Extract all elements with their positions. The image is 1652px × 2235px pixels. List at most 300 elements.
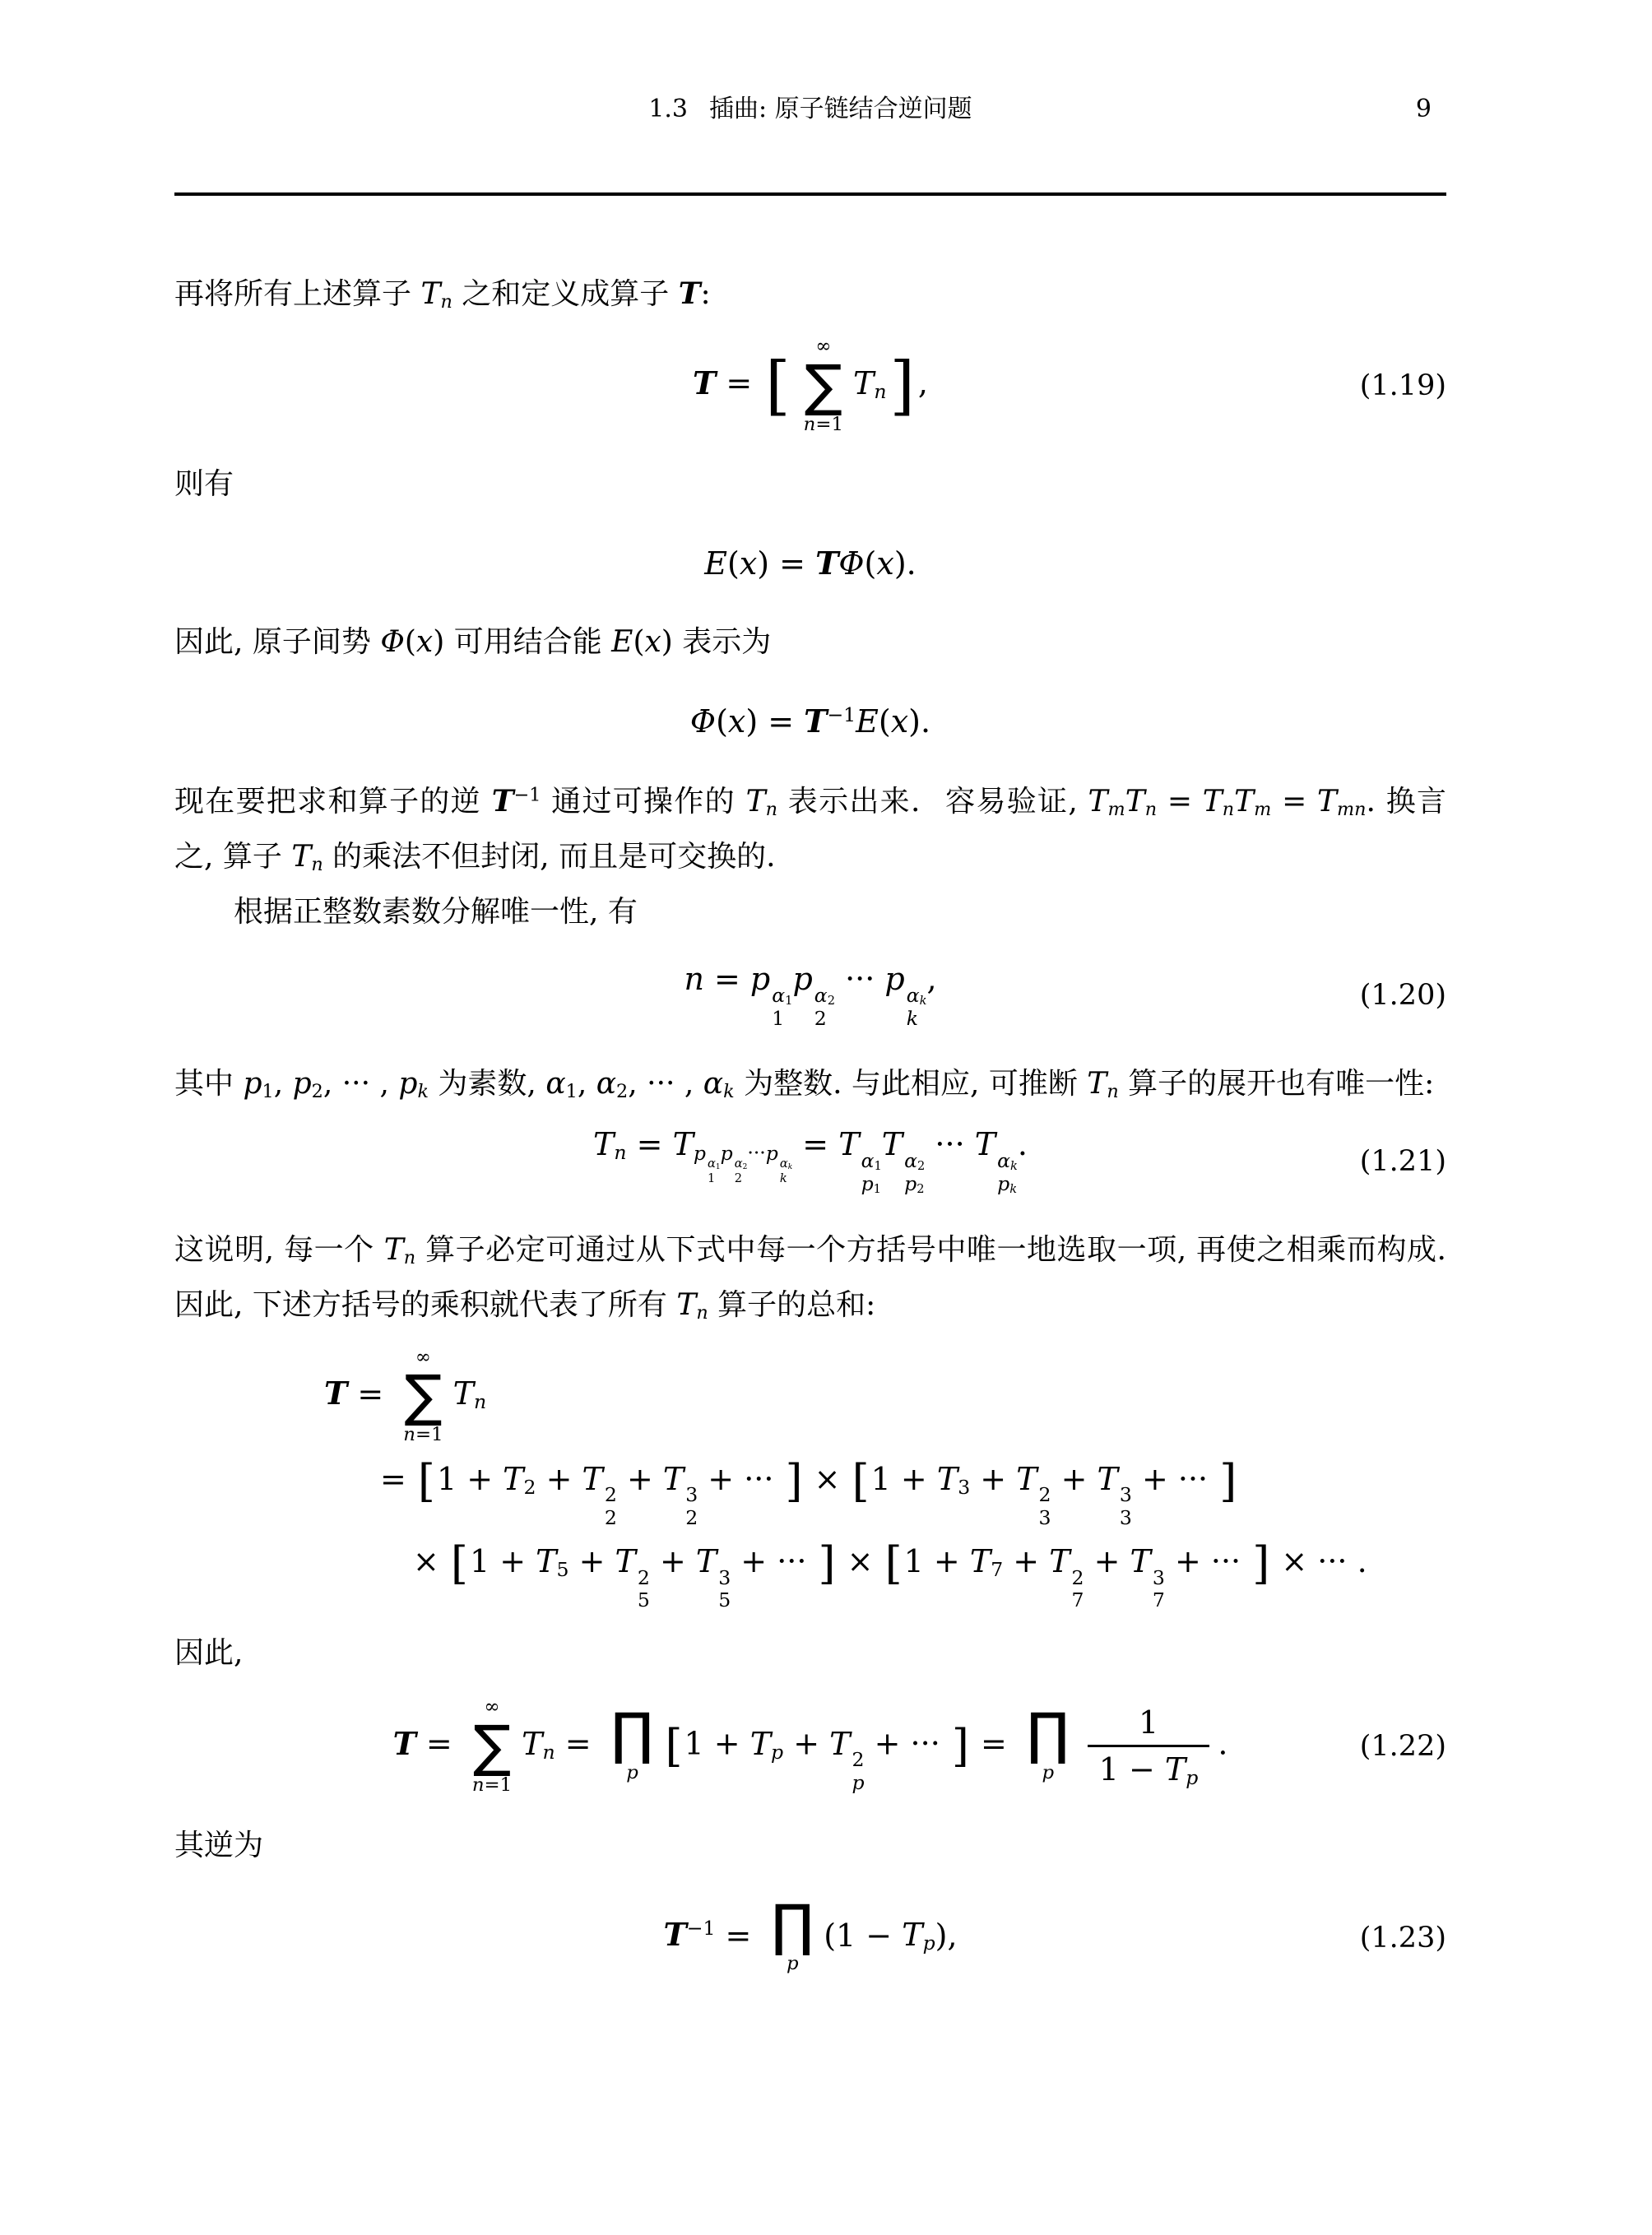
script-text: 2 [311, 1081, 323, 1103]
math-text: ··· [834, 961, 885, 998]
text-run: 其中 [174, 1067, 244, 1101]
equation-body [298, 961, 1323, 1030]
subscript [312, 1081, 323, 1102]
math-var [792, 961, 835, 1030]
math-var [291, 840, 323, 874]
math-var-base: T [672, 1126, 694, 1163]
script-text: 2 [916, 1182, 925, 1197]
lower-limit [472, 1774, 512, 1798]
scripts [780, 1157, 792, 1185]
subscript [614, 1142, 626, 1165]
math-var-base: T [902, 1917, 923, 1954]
math-var [1097, 1460, 1132, 1530]
math-var [787, 1953, 799, 1974]
math-var-base: T [1097, 1460, 1118, 1497]
math-text: = [703, 961, 750, 998]
subscript [780, 1171, 787, 1185]
script-text: 5 [556, 1558, 569, 1582]
text-run: 这说明, 每一个 [174, 1232, 384, 1267]
scripts [852, 1749, 864, 1795]
math-var [814, 984, 835, 1007]
subscript [417, 1081, 429, 1102]
math-text: ∞ [815, 336, 832, 357]
running-head-text [648, 95, 972, 123]
math-var-base: T [936, 1460, 958, 1497]
lower-limit [787, 1952, 799, 1977]
script-text: 3 [1119, 1483, 1132, 1507]
math-text: =1 [484, 1774, 513, 1796]
math-text: 1 + [469, 1543, 536, 1580]
script-text: 1 [708, 1171, 716, 1185]
math-text: ). [893, 545, 916, 582]
math-var [626, 1762, 638, 1783]
big-operator [472, 1695, 512, 1797]
superscript [814, 985, 835, 1008]
eq-inverse-potential [174, 702, 1446, 740]
text-run: . 换言之, 算子 [174, 785, 1447, 874]
math-text: + [970, 1460, 1017, 1497]
script-text: n [311, 854, 323, 876]
math-text: 1 − [1098, 1751, 1165, 1788]
math-var-base: p [626, 1762, 638, 1784]
subscript [828, 994, 835, 1008]
superscript [1072, 1567, 1084, 1590]
math-text: + ··· [864, 1725, 950, 1762]
math-var [891, 703, 908, 740]
script-text: 1 [874, 1159, 882, 1174]
script-text: 3 [718, 1565, 731, 1589]
para-its-inverse [174, 1818, 1446, 1873]
math-text: , [577, 1067, 596, 1101]
math-var-base: p [997, 1171, 1010, 1195]
script-text: 2 [616, 1081, 629, 1103]
math-var-base: T [291, 840, 312, 874]
subscript [404, 1247, 415, 1268]
math-var [420, 277, 452, 311]
superscript [861, 1150, 882, 1173]
math-text: + [536, 1460, 582, 1497]
math-var [749, 961, 793, 1030]
operator-symbol: ∑ [804, 353, 842, 419]
math-var-base: E [611, 625, 633, 660]
bracket: [ [450, 1537, 468, 1590]
scripts [685, 1484, 698, 1530]
equation-body [298, 1126, 1323, 1195]
script-text: 7 [991, 1558, 1004, 1582]
script-text: 3 [685, 1483, 698, 1507]
math-var-base: α [708, 1156, 716, 1171]
math-var-base: T [491, 784, 514, 819]
math-var [1016, 1460, 1051, 1530]
math-var [974, 1126, 1018, 1197]
math-var-base: p [787, 1953, 799, 1975]
scripts [638, 1567, 650, 1613]
math-var [804, 414, 816, 435]
math-var [1316, 785, 1367, 821]
text-run: 表示为 [672, 625, 772, 660]
math-var [384, 1233, 415, 1267]
subscript [696, 1302, 708, 1324]
subscript [874, 1182, 881, 1196]
text-run: 为素数, [428, 1067, 546, 1101]
math-var [856, 703, 879, 740]
math-text: + [616, 1460, 663, 1497]
math-var [884, 961, 927, 1030]
math-text: ( [727, 545, 740, 582]
math-text: , [917, 364, 928, 401]
running-head [174, 92, 1446, 127]
script-text: −1 [513, 784, 541, 806]
math-text: ) [433, 625, 445, 660]
para-potential-from-energy [174, 614, 1446, 670]
math-var-base: p [792, 961, 813, 998]
lower-limit [626, 1761, 638, 1786]
text-run: 的乘法不但封闭, 而且是可交换的. [323, 840, 776, 874]
math-var [745, 785, 778, 821]
subscript [543, 1741, 555, 1764]
subscript [1108, 799, 1125, 820]
text-run: 因此, 原子间势 [174, 625, 381, 660]
header-rule [174, 192, 1446, 196]
math-var [902, 1917, 935, 1953]
math-var-base: T [695, 1543, 717, 1580]
subscript [874, 1159, 881, 1173]
math-var-base: Φ [838, 545, 865, 582]
scripts [772, 985, 792, 1031]
math-var [593, 1126, 627, 1165]
math-var-base: n [684, 961, 704, 998]
script-text: 2 [827, 994, 835, 1009]
math-var-base: T [662, 1460, 684, 1497]
math-var [690, 703, 716, 740]
page-body [174, 267, 1446, 1977]
math-text: = [626, 1126, 673, 1163]
superscript [772, 985, 792, 1008]
math-text: ( [878, 703, 891, 740]
math-var-base: T [1016, 1460, 1037, 1497]
bracket: ] [1252, 1537, 1270, 1590]
math-var-base: x [890, 703, 909, 740]
math-text: + ··· [1164, 1543, 1251, 1580]
math-text: + ··· [1131, 1460, 1218, 1497]
math-text: , [926, 961, 937, 998]
superscript [718, 1567, 731, 1590]
subscript [1072, 1589, 1084, 1612]
eq-binding-energy [174, 545, 1446, 582]
text-run: 表示出来. 容易验证, [777, 785, 1088, 819]
math-var-base: T [663, 1916, 687, 1954]
subscript [723, 1081, 735, 1102]
script-text: k [906, 1006, 918, 1030]
math-text: =1 [815, 413, 843, 435]
math-var [293, 1067, 323, 1101]
math-var [838, 1126, 882, 1197]
script-text: p [1186, 1766, 1199, 1790]
scripts [861, 1150, 882, 1196]
math-var [1125, 785, 1158, 821]
math-var-base: Φ [380, 625, 405, 660]
math-var [1234, 785, 1272, 821]
text-run: 算子必定可通过从下式中每一个方括号中唯一地选取一项, 再使之相乘而构成. 因此, 下述方括号的乘积就代表了所有 [174, 1232, 1446, 1322]
script-text: k [723, 1081, 735, 1103]
math-var [861, 1172, 881, 1195]
superscript [638, 1567, 650, 1590]
subscript [771, 1741, 783, 1764]
eq-1-21 [174, 1126, 1446, 1195]
math-var-base: n [403, 1424, 415, 1446]
math-var [545, 1067, 578, 1101]
subscript [605, 1507, 617, 1530]
equation-body [298, 702, 1323, 740]
subscript [693, 1141, 793, 1185]
equation-number: (1.21) [1359, 1144, 1446, 1178]
equation-number: (1.20) [1359, 979, 1446, 1013]
math-text: ), [935, 1917, 958, 1954]
math-var-base: T [503, 1460, 524, 1497]
math-var [997, 1172, 1017, 1195]
superscript [904, 1150, 925, 1173]
math-text: ··· [925, 1126, 975, 1163]
math-var-base: T [852, 364, 875, 401]
math-var-base: α [596, 1067, 617, 1101]
script-text: 1 [262, 1081, 274, 1103]
subscript [638, 1589, 650, 1612]
script-text: 2 [523, 1476, 536, 1500]
scripts [997, 1150, 1018, 1196]
subscript [917, 1159, 925, 1173]
math-var [907, 984, 927, 1007]
equation-body [298, 1893, 1323, 1978]
math-var-base: T [582, 1460, 603, 1497]
math-text: = [415, 1725, 462, 1762]
eq-1-20 [174, 961, 1446, 1030]
lower-limit [403, 1423, 443, 1448]
script-text: 2 [852, 1748, 865, 1772]
bracket: ] [1219, 1455, 1237, 1508]
superscript [514, 785, 541, 806]
math-text: + [783, 1725, 830, 1762]
math-var [780, 1157, 792, 1171]
math-var [453, 1375, 487, 1412]
para-define-operator-t [174, 267, 1446, 322]
bracket: ] [818, 1537, 836, 1590]
lower-limit [804, 413, 843, 438]
math-var [936, 1460, 971, 1500]
subscript [1223, 799, 1234, 820]
math-var-base: α [779, 1156, 788, 1171]
script-text: n [473, 1390, 487, 1414]
math-var-base: α [814, 983, 828, 1007]
math-text: + [1051, 1460, 1097, 1497]
lower-limit [1042, 1761, 1055, 1786]
text-run: 算子的展开也有唯一性: [1118, 1067, 1435, 1101]
math-var-base: E [704, 545, 728, 582]
numerator [1127, 1704, 1170, 1746]
math-var [765, 1141, 793, 1185]
text-run: 现在要把求和算子的逆 [174, 785, 492, 819]
text-run: 根据正整数素数分解唯一性, 有 [234, 895, 638, 930]
scripts [907, 985, 927, 1031]
equation-number: (1.22) [1359, 1730, 1446, 1764]
para-express-inverse [174, 774, 1446, 884]
math-var-base: T [615, 1543, 636, 1580]
bracket: ] [785, 1455, 803, 1508]
superscript [997, 1150, 1018, 1173]
eq-1-23 [174, 1893, 1446, 1978]
math-text: ) [661, 625, 673, 660]
script-text: 5 [637, 1588, 650, 1612]
subscript [1153, 1589, 1165, 1612]
math-var-base: p [693, 1141, 706, 1165]
math-var-base: n [471, 1774, 485, 1796]
section-number: 1.3 [648, 95, 689, 123]
math-var [740, 545, 757, 582]
math-text: ). [908, 703, 931, 740]
big-operator [403, 1346, 443, 1448]
script-text: 2 [685, 1506, 698, 1530]
subscript [735, 1171, 742, 1185]
subscript [766, 799, 777, 820]
operator-symbol: ∏ [771, 1893, 814, 1959]
math-var-base: α [904, 1149, 918, 1173]
math-var-base: T [536, 1543, 557, 1580]
math-var [735, 1157, 748, 1171]
math-var-base: x [876, 545, 894, 582]
math-var [904, 1149, 925, 1172]
math-text: 1 + [903, 1543, 970, 1580]
subscript [685, 1507, 698, 1530]
operator-symbol: ∑ [472, 1713, 512, 1779]
math-var [750, 1726, 783, 1762]
math-var-base: p [720, 1141, 733, 1165]
script-text: n [1144, 799, 1158, 821]
script-text: 3 [1152, 1565, 1165, 1589]
script-text: 2 [917, 1159, 926, 1174]
script-text: k [779, 1171, 787, 1185]
math-var [472, 1774, 485, 1796]
math-var-base: T [678, 276, 701, 311]
para-bracket-selection [174, 1222, 1446, 1333]
math-var [676, 1288, 708, 1322]
math-var [703, 1067, 735, 1101]
math-var-base: T [1202, 785, 1223, 819]
math-var [708, 1157, 721, 1171]
math-var [324, 1375, 347, 1412]
operator-symbol: ∏ [610, 1702, 654, 1768]
math-var-base: T [1234, 785, 1255, 819]
math-text: , ··· , [323, 1067, 399, 1101]
text-run: 则有 [174, 467, 234, 502]
math-var-base: p [398, 1067, 418, 1101]
math-var [662, 1460, 698, 1530]
math-text: ) = [745, 703, 805, 740]
subscript [708, 1171, 715, 1185]
scripts [1039, 1484, 1051, 1530]
script-text: 2 [604, 1483, 617, 1507]
math-text: × ··· . [1271, 1543, 1367, 1580]
math-text: + [1084, 1543, 1130, 1580]
math-var [1042, 1762, 1055, 1783]
math-var-base: α [772, 983, 786, 1007]
math-var [398, 1067, 429, 1101]
scripts [735, 1157, 748, 1185]
text-run: 可用结合能 [444, 625, 612, 660]
script-text: 2 [742, 1162, 748, 1171]
math-text: ··· [747, 1141, 766, 1165]
math-text: =1 [415, 1424, 443, 1446]
subscript [814, 1008, 827, 1031]
math-var-base: T [1316, 785, 1337, 819]
scripts [814, 985, 835, 1031]
text-run: 之和定义成算子 [452, 277, 679, 311]
script-text: 1 [772, 1006, 785, 1030]
subscript [904, 1173, 924, 1196]
text-run: : [700, 277, 711, 311]
math-var [416, 625, 433, 659]
scripts [708, 1157, 721, 1185]
scripts [904, 1150, 925, 1196]
math-var [876, 545, 893, 582]
math-var-base: α [861, 1149, 875, 1173]
page-number: 9 [1415, 95, 1432, 123]
math-var-base: α [734, 1156, 743, 1171]
math-var-base: n [803, 413, 816, 435]
math-text: ( [716, 703, 728, 740]
equation-number: (1.19) [1359, 369, 1446, 403]
script-text: 7 [1152, 1588, 1165, 1612]
math-text: = [347, 1375, 394, 1412]
math-var-base: T [1088, 785, 1108, 819]
big-operator [610, 1702, 654, 1786]
math-var-base: T [383, 1232, 404, 1267]
math-var [815, 545, 838, 582]
math-var [1130, 1543, 1165, 1612]
math-var-base: T [1125, 785, 1145, 819]
subscript [916, 1182, 924, 1196]
superscript [735, 1157, 748, 1171]
script-text: mn [1337, 799, 1367, 821]
math-var-base: p [884, 961, 905, 998]
script-text: 1 [873, 1182, 881, 1197]
subscript [772, 1008, 784, 1031]
script-text: p [852, 1771, 865, 1795]
math-var-base: T [1049, 1543, 1070, 1580]
script-text: n [1107, 1081, 1119, 1103]
equation-number: (1.23) [1359, 1921, 1446, 1954]
subscript [566, 1081, 578, 1102]
script-text: 2 [604, 1506, 617, 1530]
math-text: = [555, 1725, 601, 1762]
math-var-base: p [1042, 1762, 1055, 1784]
subscript [991, 1558, 1003, 1581]
math-var-base: T [749, 1725, 772, 1762]
fraction [1088, 1704, 1210, 1790]
math-var [1088, 785, 1125, 821]
para-primes-integers [174, 1056, 1446, 1111]
script-text: k [787, 1162, 793, 1171]
subscript [616, 1081, 628, 1102]
equation-body [298, 335, 1323, 437]
subscript [958, 1476, 970, 1499]
superscript [907, 985, 927, 1008]
script-text: p [771, 1741, 784, 1764]
math-var [693, 1141, 721, 1185]
subscript [923, 1931, 935, 1954]
math-var [881, 1126, 926, 1197]
para-then-we-have [174, 457, 1446, 512]
script-text: m [1107, 799, 1125, 821]
math-var-base: Φ [689, 703, 717, 740]
